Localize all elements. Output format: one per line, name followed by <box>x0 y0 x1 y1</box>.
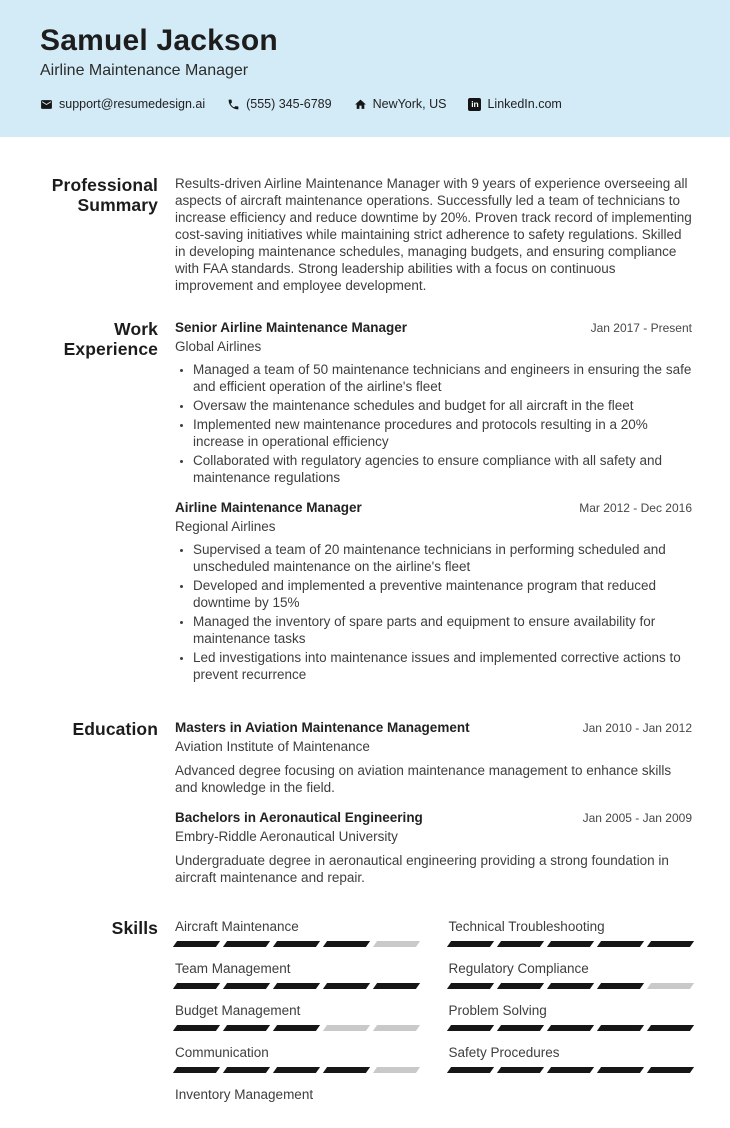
skill-bar-segment-filled <box>223 941 270 947</box>
skill-bar-segment-filled <box>273 1025 320 1031</box>
skill-bar-segment-filled <box>173 983 220 989</box>
skill-item <box>449 1002 693 1031</box>
skill-bar-segment-empty <box>373 1067 420 1073</box>
degree-dates: Jan 2010 - Jan 2012 <box>582 721 692 735</box>
degree-dates: Jan 2005 - Jan 2009 <box>582 811 692 825</box>
degree-school: Aviation Institute of Maintenance <box>175 739 370 754</box>
skill-name: Regulatory Compliance <box>448 961 589 976</box>
bullet-item: • Developed and implemented a preventive maintenance program that reduced downtime by 15% <box>193 577 692 611</box>
job-dates: Mar 2012 - Dec 2016 <box>579 501 692 515</box>
education-heading: Education <box>72 719 158 739</box>
bullet-item: • Implemented new maintenance procedures and protocols resulting in a 20% increase in operational efficiency <box>193 416 692 450</box>
skills-heading: Skills <box>111 918 158 938</box>
bullet-item: • Supervised a team of 20 maintenance technicians in performing scheduled and unscheduled maintenance on the airline's fleet <box>193 541 692 575</box>
bullet-item: • Collaborated with regulatory agencies to ensure compliance with all safety and maintenance regulations <box>193 452 692 486</box>
skill-bar-segment-filled <box>223 983 270 989</box>
skill-item <box>175 1086 419 1115</box>
section-work-experience <box>40 319 692 685</box>
degree-entry <box>175 809 692 886</box>
skill-item <box>449 918 693 947</box>
skill-name: Team Management <box>175 961 291 976</box>
skills-column-right <box>449 918 693 1128</box>
contact-email[interactable] <box>40 97 205 111</box>
skill-bar-segment-filled <box>597 1067 644 1073</box>
bullet-item: • Oversaw the maintenance schedules and budget for all aircraft in the fleet <box>193 397 692 414</box>
contact-location[interactable] <box>354 97 447 111</box>
skill-item <box>175 1002 419 1031</box>
job-header <box>175 319 692 336</box>
person-job-title: Airline Maintenance Manager <box>40 62 249 79</box>
skill-name: Safety Procedures <box>448 1045 560 1060</box>
skill-bar-segment-empty <box>647 983 694 989</box>
skill-level-bar <box>175 983 419 989</box>
skill-bar-segment-filled <box>323 983 370 989</box>
job-header <box>175 499 692 516</box>
degree-entry <box>175 719 692 796</box>
education-list <box>175 719 692 886</box>
degree-title: Bachelors in Aeronautical Engineering <box>175 810 423 825</box>
linkedin-icon: in <box>468 98 481 111</box>
summary-heading: Professional Summary <box>51 175 158 216</box>
skill-bar-segment-filled <box>173 1067 220 1073</box>
skill-bar-segment-filled <box>496 941 543 947</box>
degree-description: Advanced degree focusing on aviation maintenance management to enhance skills and knowledge in the field. <box>175 763 672 795</box>
contact-phone[interactable] <box>227 97 331 111</box>
skill-item <box>175 918 419 947</box>
skill-bar-segment-empty <box>323 1025 370 1031</box>
skill-name: Communication <box>175 1045 269 1060</box>
degree-header <box>175 719 692 736</box>
resume-header <box>0 0 730 137</box>
skill-item <box>449 960 693 989</box>
contact-linkedin-text: LinkedIn.com <box>487 97 562 111</box>
experience-list <box>175 319 692 685</box>
skill-name: Inventory Management <box>175 1087 314 1102</box>
skill-bar-segment-filled <box>647 1025 694 1031</box>
job-dates: Jan 2017 - Present <box>590 321 692 335</box>
skill-item <box>175 1044 419 1073</box>
email-icon <box>40 98 53 111</box>
skill-bar-segment-filled <box>547 1067 594 1073</box>
skill-bar-segment-filled <box>496 1067 543 1073</box>
job-company: Global Airlines <box>175 339 262 354</box>
skill-name: Problem Solving <box>448 1003 547 1018</box>
job-bullet-list <box>175 541 692 683</box>
skill-level-bar <box>175 1067 419 1073</box>
skill-bar-segment-filled <box>496 1025 543 1031</box>
skill-bar-segment-filled <box>496 983 543 989</box>
skill-bar-segment-filled <box>323 941 370 947</box>
skill-bar-segment-filled <box>547 941 594 947</box>
skill-bar-segment-filled <box>446 1067 493 1073</box>
job-title: Airline Maintenance Manager <box>175 500 362 515</box>
skill-bar-segment-filled <box>647 1067 694 1073</box>
contact-row <box>40 97 690 111</box>
job-entry <box>175 499 692 683</box>
contact-linkedin[interactable] <box>468 97 561 111</box>
skill-level-bar <box>175 941 419 947</box>
skill-bar-segment-filled <box>223 1067 270 1073</box>
degree-school: Embry-Riddle Aeronautical University <box>175 829 398 844</box>
degree-header <box>175 809 692 826</box>
skill-bar-segment-filled <box>323 1067 370 1073</box>
skill-level-bar <box>449 1025 693 1031</box>
contact-phone-text: (555) 345-6789 <box>246 97 332 111</box>
skill-item <box>449 1044 693 1073</box>
skill-name: Technical Troubleshooting <box>448 919 605 934</box>
job-bullet-list <box>175 361 692 486</box>
section-professional-summary <box>40 175 692 294</box>
bullet-item: • Led investigations into maintenance issues and implemented corrective actions to prevent recurrence <box>193 649 692 683</box>
skill-bar-segment-filled <box>223 1025 270 1031</box>
skill-bar-segment-filled <box>273 1067 320 1073</box>
skills-grid <box>175 918 692 1128</box>
bullet-item: • Managed a team of 50 maintenance technicians and engineers in ensuring the safe and efficient operation of the airline's fleet <box>193 361 692 395</box>
skill-bar-segment-filled <box>273 983 320 989</box>
degree-description: Undergraduate degree in aeronautical engineering providing a strong foundation in aircraft maintenance and repair. <box>175 853 669 885</box>
skill-bar-segment-empty <box>373 941 420 947</box>
bullet-item: • Managed the inventory of spare parts and equipment to ensure availability for maintenance tasks <box>193 613 692 647</box>
skill-level-bar <box>175 1109 419 1115</box>
section-education <box>40 719 692 886</box>
skill-item <box>175 960 419 989</box>
job-entry <box>175 319 692 486</box>
resume-body <box>0 137 730 1128</box>
skill-bar-segment-filled <box>597 941 644 947</box>
skill-bar-segment-filled <box>173 941 220 947</box>
experience-heading: Work Experience <box>63 319 158 360</box>
skill-bar-segment-filled <box>373 983 420 989</box>
job-company: Regional Airlines <box>175 519 276 534</box>
person-name: Samuel Jackson <box>40 24 278 57</box>
skills-column-left <box>175 918 419 1128</box>
job-title: Senior Airline Maintenance Manager <box>175 320 408 335</box>
summary-text: Results-driven Airline Maintenance Manager with 9 years of experience overseeing all aspects of aircraft maintenance operations. Successfully led a team of technicians to increase efficiency and reduce downtime by 20%. Proven track record of implementing cost-saving initiatives while maintaining strict adherence to safety regulations. Skilled in developing maintenance schedules, managing budgets, and ensuring compliance with FAA standards. Strong leadership abilities with a focus on continuous improvement and employee development. <box>175 176 692 293</box>
degree-title: Masters in Aviation Maintenance Management <box>175 720 470 735</box>
contact-email-text: support@resumedesign.ai <box>59 97 206 111</box>
phone-icon <box>227 98 240 111</box>
skill-bar-segment-filled <box>597 1025 644 1031</box>
skill-name: Budget Management <box>175 1003 301 1018</box>
skill-bar-segment-filled <box>446 941 493 947</box>
skill-bar-segment-filled <box>597 983 644 989</box>
skill-bar-segment-filled <box>273 941 320 947</box>
skill-name: Aircraft Maintenance <box>175 919 299 934</box>
skill-bar-segment-filled <box>173 1025 220 1031</box>
skill-bar-segment-filled <box>647 941 694 947</box>
skill-bar-segment-filled <box>547 983 594 989</box>
skill-level-bar <box>449 941 693 947</box>
skill-level-bar <box>175 1025 419 1031</box>
home-icon <box>354 98 367 111</box>
contact-location-text: NewYork, US <box>372 97 447 111</box>
section-skills <box>40 918 692 1128</box>
skill-level-bar <box>449 983 693 989</box>
skill-bar-segment-filled <box>547 1025 594 1031</box>
skill-level-bar <box>449 1067 693 1073</box>
skill-bar-segment-filled <box>446 1025 493 1031</box>
skill-bar-segment-filled <box>446 983 493 989</box>
skill-bar-segment-empty <box>373 1025 420 1031</box>
